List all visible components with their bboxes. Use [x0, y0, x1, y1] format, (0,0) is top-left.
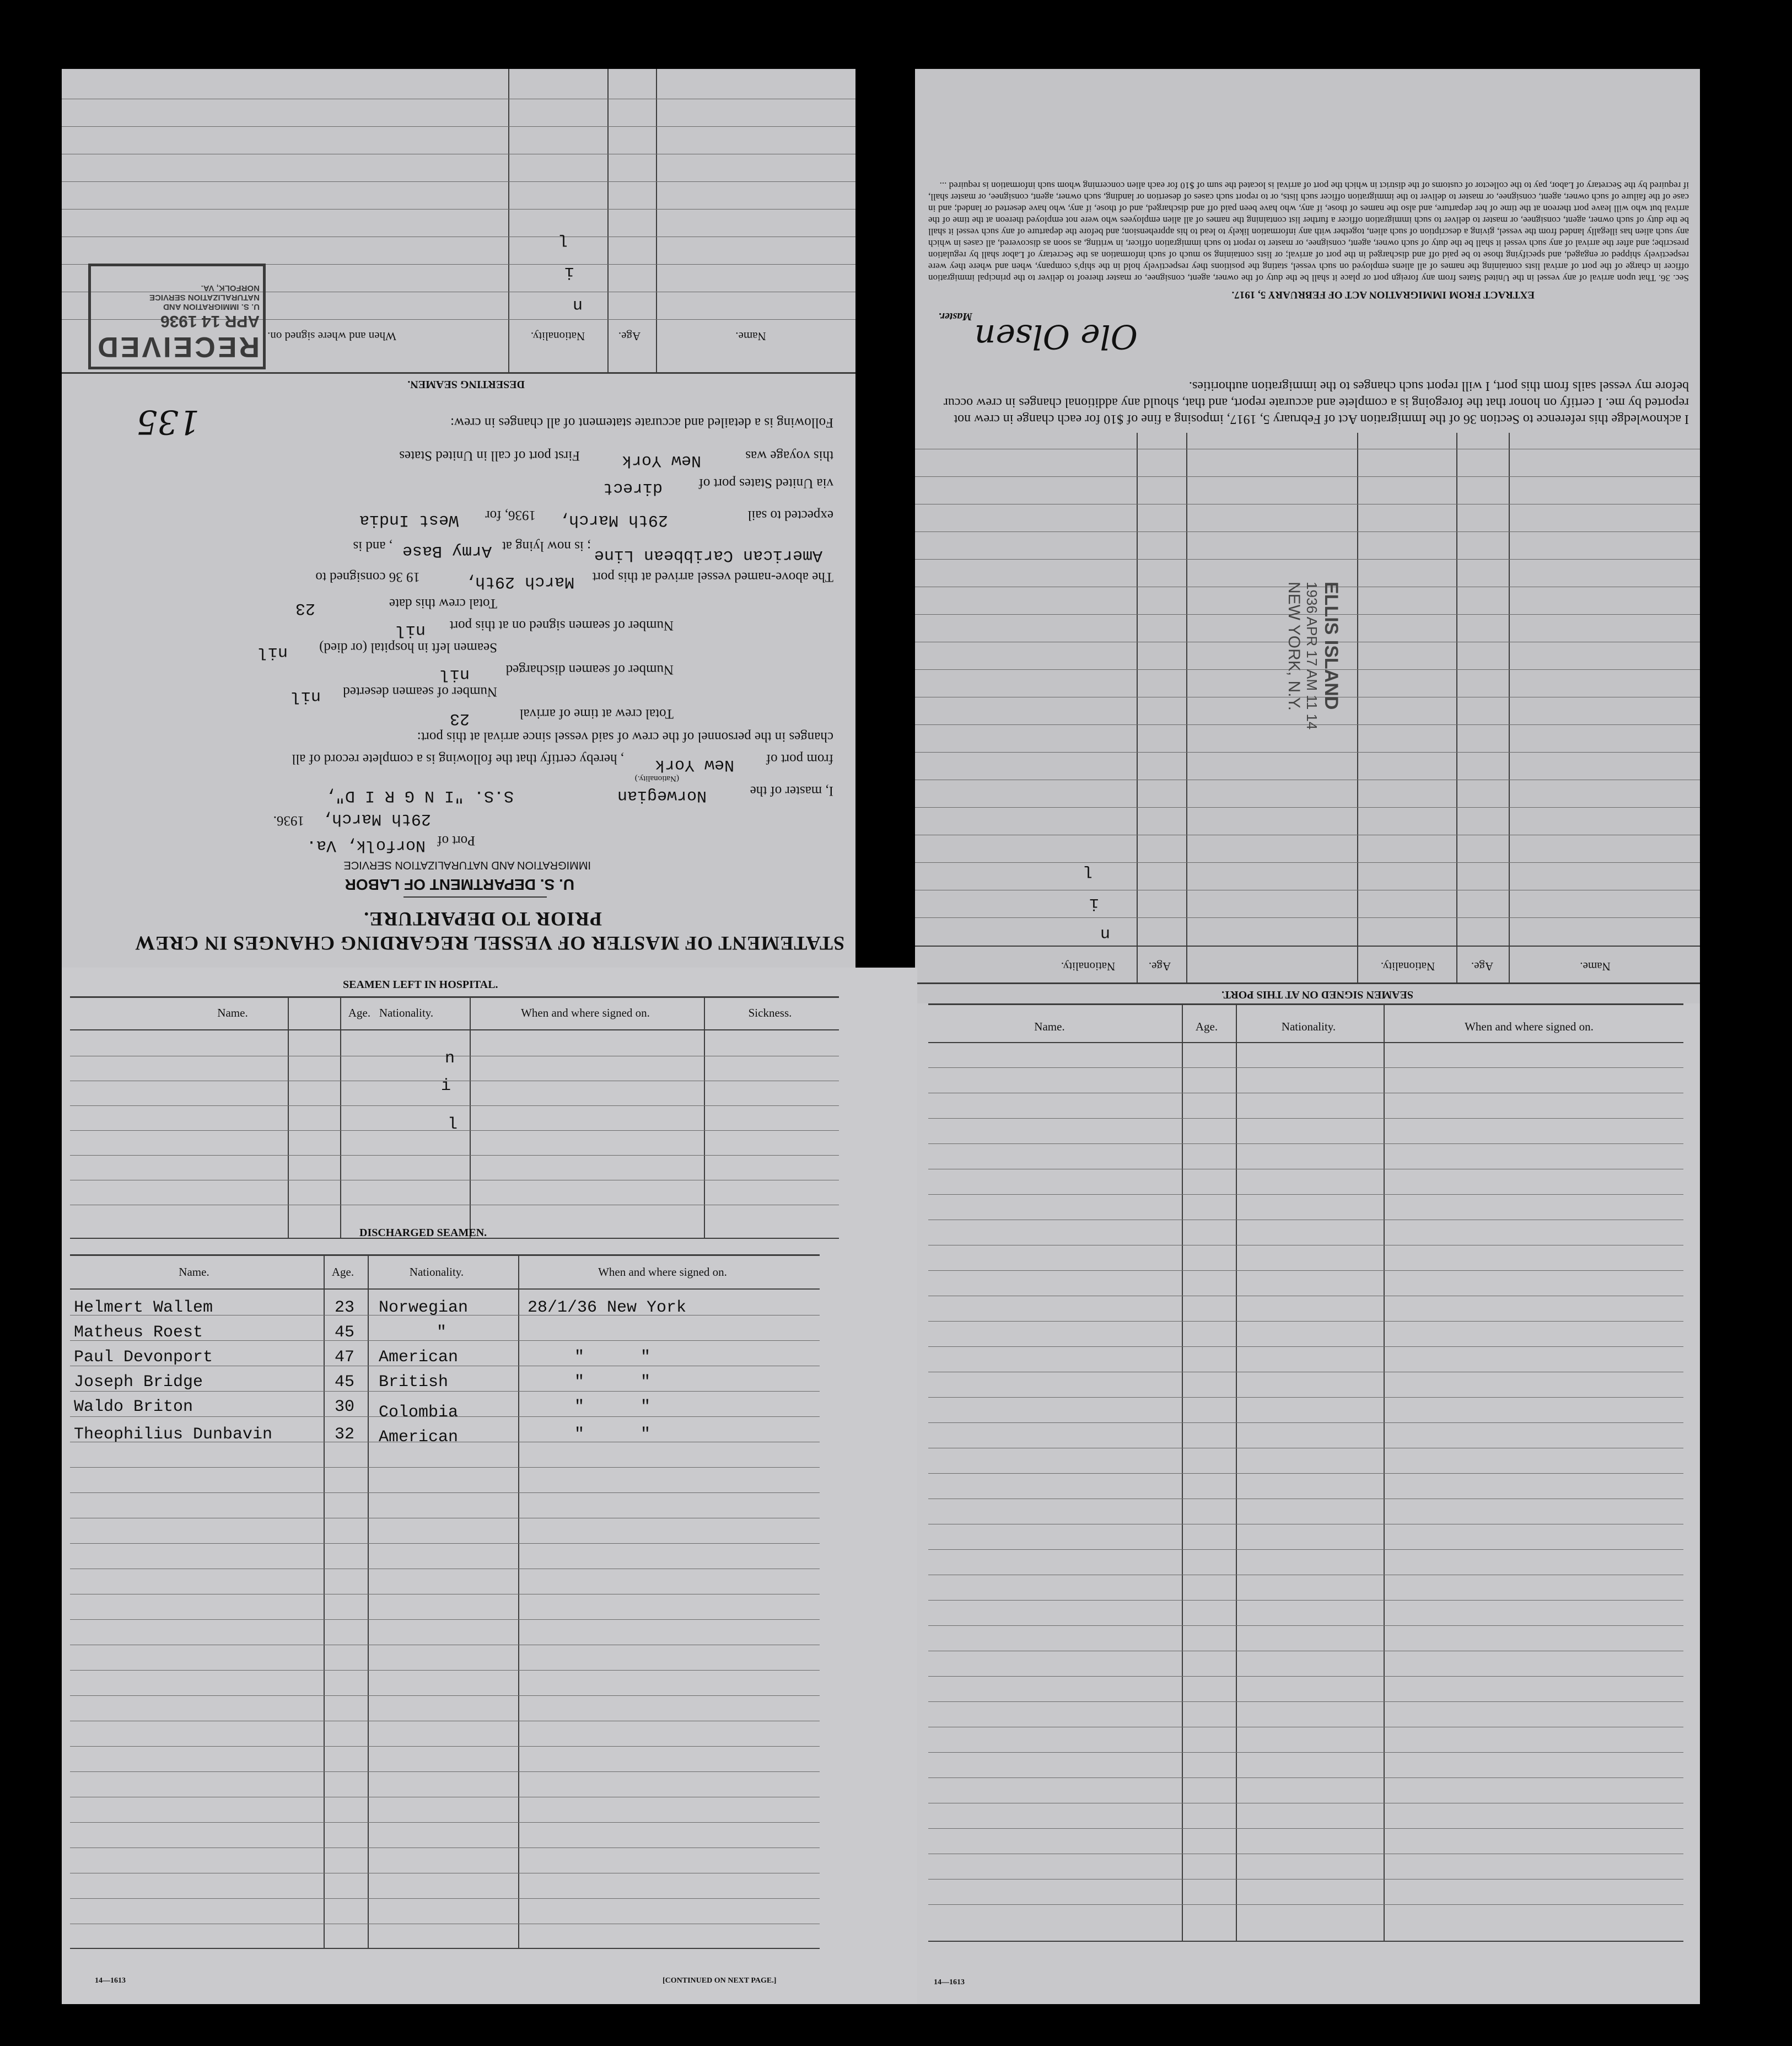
total-date-value: 23: [295, 599, 315, 617]
hospital-head-sickness: Sickness.: [748, 1006, 792, 1019]
deserting-col-1: [656, 69, 657, 374]
consignee: American Caribbean Line: [594, 546, 822, 565]
deserting-col-2: [607, 69, 609, 374]
first-port-label: First port of call in United States: [399, 448, 580, 463]
port-label: Port of: [437, 833, 475, 848]
hospital-title: SEAMEN LEFT IN HOSPITAL.: [343, 979, 498, 991]
discharged-row-5-name: Theophilius Dunbavin: [74, 1425, 273, 1444]
discharged-row-4-place: ": [641, 1398, 651, 1416]
upper-right-sheet: [915, 69, 1700, 1006]
received-stamp: [88, 264, 266, 369]
signed-on-right-head-name: Name.: [1034, 1020, 1065, 1033]
discharged-row-4-age: 30: [335, 1398, 355, 1416]
discharged-row-1-age: 45: [335, 1323, 355, 1342]
ellis-line3: NEW YORK, N.Y.: [1285, 582, 1303, 711]
signed-on-title: SEAMEN SIGNED ON AT THIS PORT.: [1221, 989, 1413, 1001]
nationality-caption: (Nationality.): [634, 774, 679, 783]
discharged-row-4-name: Waldo Briton: [74, 1398, 193, 1416]
port-value: Norfolk, Va.: [306, 836, 426, 855]
discharged-row-4-nationality: Colombia: [379, 1403, 459, 1422]
via-value: direct: [602, 479, 663, 497]
signed-on-head-age-2: Age.: [1148, 960, 1171, 973]
lower-left-sheet: [62, 968, 917, 2004]
signed-on-head-nationality-2: Nationality.: [1061, 960, 1116, 973]
acknowledge-text: I acknowledge this reference to Section 36 of the Immigration Act of February 5, 1917, imposing a fine of $10 for each change in crew not reported by me. I certify on honor that the foregoing is a complete and accurate report, and that, should any additional changes in crew occur before my vessel sails from this port, I will report such changes to the immigration authorities.: [943, 379, 1689, 426]
certify-text: , hereby certify that the following is a complete record of all: [292, 751, 624, 766]
hospital-head-nationality: Nationality.: [379, 1006, 434, 1019]
discharged-head-nationality: Nationality.: [409, 1265, 464, 1279]
discharged-head-name: Name.: [179, 1265, 209, 1279]
signed-on-right-head-age: Age.: [1195, 1020, 1218, 1033]
form-title: STATEMENT OF MASTER OF VESSEL REGARDING CHANGES IN CREW: [134, 932, 844, 954]
discharged-row-3-place: ": [641, 1373, 651, 1392]
discharged-row-5-age: 32: [335, 1425, 355, 1444]
expected-year: 1936, for: [485, 508, 536, 523]
form-subtitle: PRIOR TO DEPARTURE.: [363, 908, 602, 930]
via-label: via United States port of: [698, 476, 833, 491]
discharged-row-3-nationality: British: [379, 1373, 449, 1392]
total-date-label: Total crew this date: [389, 596, 497, 611]
extract-body: Sec. 36. That upon arrival of any vessel in the United States from any foreign port or place it shall be the duty of the owner, agent, consignee, or master thereof to deliver to the principal immigration officer in charge of the port of arrival lists containing the names of all aliens employed on such vessel, stating the positions they respectively hold in the ship's company, when and where they were respectively shipped or engaged, and specifying those to be paid off and discharged in the port of arrival; or lists containing so much of such information as the Secretary of Labor shall by regulation prescribe; and after the arrival of any such vessel it shall be the duty of such owner, agent, consignee, or master to report to such immigration officer, in writing, as soon as discovered, all cases in which any such alien has illegally landed from the vessel, giving a description of such alien, together with any information likely to lead to his apprehension; and before the departure of any such vessel it shall be the duty of such owner, agent, consignee, or master to deliver to such immigration officer a further list containing the names of all alien employees who were not employed thereon at the time of the arrival but who will leave port thereon at the time of her departure, and also the names of those, if any, who have been paid off and discharged, and of those, if any, who have deserted or landed; and in case of the failure of such owner, agent, consignee, or master to deliver to the immigration officer such lists, or to report such cases of desertion or landing, such owner, agent, consignee, or master shall, if required by the Secretary of Labor, pay to the collector of customs of the district in which the port of arrival is located the sum of $10 for each alien concerning whom such information is required ...: [928, 180, 1689, 283]
signed-on-head-nationality: Nationality.: [1380, 960, 1435, 973]
total-crew-label: Total crew at time of arrival: [519, 706, 674, 721]
hospital-mark-i: i: [441, 1077, 451, 1096]
expected-label: expected to sail: [747, 508, 833, 523]
master-signature: Ole Olsen: [974, 317, 1138, 356]
discharged-row-1-nationality: ": [437, 1323, 447, 1342]
signed-on-head-name: Name.: [1580, 960, 1611, 973]
arrived-year: 19 36 consigned to: [315, 570, 420, 584]
received-agency-2: NATURALIZATION SERVICE: [149, 293, 260, 302]
deserting-top-rule: [62, 372, 855, 374]
lying-label: ; is now lying at: [502, 539, 591, 554]
form-number-right: 14—1613: [934, 1978, 965, 1986]
total-crew-value: 23: [449, 709, 470, 728]
form-number: 14—1613: [95, 1977, 126, 1985]
signed-on-right-head-when: When and where signed on.: [1465, 1020, 1594, 1033]
received-date: APR 14 1936: [160, 312, 260, 330]
nationality-value: Norwegian: [617, 786, 707, 805]
department: U. S. DEPARTMENT OF LABOR: [345, 876, 574, 893]
discharged-row-0-date: 28/1/36 New York: [528, 1298, 687, 1317]
upper-left-sheet: [62, 69, 855, 970]
voyage-value: New York: [621, 451, 701, 470]
title-divider: [403, 896, 547, 898]
discharged-title: DISCHARGED SEAMEN.: [359, 1227, 487, 1239]
ellis-line1: ELLIS ISLAND: [1321, 582, 1342, 710]
continued-note: [CONTINUED ON NEXT PAGE.]: [663, 1977, 777, 1985]
expected-value: 29th March,: [558, 511, 668, 529]
received-agency-1: U. S. IMMIGRATION AND: [163, 302, 260, 312]
discharged-row-0-age: 23: [335, 1298, 355, 1317]
destination: West India: [359, 511, 459, 529]
extract-title: EXTRACT FROM IMMIGRATION ACT OF FEBRUARY 5, 1917.: [1231, 289, 1535, 300]
discharged-row-2-age: 47: [335, 1348, 355, 1367]
hospital-head-when: When and where signed on.: [521, 1006, 650, 1019]
deserting-mark-l: l: [558, 229, 569, 248]
master-prefix: I, master of the: [750, 783, 833, 798]
discharged-head-when: When and where signed on.: [598, 1265, 727, 1279]
signed-on-right-head-nationality: Nationality.: [1281, 1020, 1336, 1033]
discharged-row-2-date: ": [574, 1348, 585, 1367]
master-caption: Master.: [938, 310, 972, 323]
deserted-value: nil: [290, 687, 321, 706]
date-value: 29th March,: [321, 809, 431, 828]
deserting-mark-n: n: [572, 296, 583, 314]
discharged-row-2-name: Paul Devonport: [74, 1348, 213, 1367]
discharged-row-2-nationality: American: [379, 1348, 459, 1367]
lower-right-sheet: [917, 1003, 1700, 2004]
deserted-label: Number of seamen deserted: [343, 684, 497, 699]
deserting-col-3: [508, 69, 509, 374]
service: IMMIGRATION AND NATURALIZATION SERVICE: [343, 859, 591, 871]
received-word: RECEIVED: [95, 331, 260, 363]
deserting-mark-i: i: [564, 262, 574, 281]
discharged-row-0-name: Helmert Wallem: [74, 1298, 213, 1317]
signed-on-head-age: Age.: [1471, 960, 1494, 973]
discharged-head-age: Age.: [331, 1265, 354, 1279]
deserting-head-name: Name.: [735, 330, 766, 343]
handwritten-number: 135: [136, 402, 200, 441]
hospital-label: Seamen left in hospital (or died): [319, 640, 497, 655]
discharged-row-5-date: ": [574, 1425, 585, 1444]
discharged-value: nil: [439, 665, 470, 684]
deserting-head-age: Age.: [618, 330, 641, 343]
following-text: Following is a detailed and accurate statement of all changes in crew:: [450, 415, 833, 430]
discharged-row-3-age: 45: [335, 1373, 355, 1392]
deserting-head-nationality: Nationality.: [530, 330, 585, 343]
ellis-line2: 1936 APR 17 AM 11 14: [1304, 582, 1320, 730]
vessel-name: S.S. "I N G R I D",: [325, 786, 514, 805]
signed-on-mark-n: n: [1100, 924, 1110, 943]
signed-on-value: nil: [395, 621, 426, 640]
hospital-mark-n: n: [445, 1049, 455, 1068]
upper-left-rotated: [62, 69, 855, 970]
signed-on-mark-l: l: [1083, 861, 1094, 879]
upper-right-rotated: [915, 69, 1700, 1006]
and-is: , and is: [353, 539, 392, 554]
discharged-row-5-place: ": [641, 1425, 651, 1444]
discharged-row-1-name: Matheus Roest: [74, 1323, 203, 1342]
hospital-head-name: Name.: [217, 1006, 248, 1019]
ellis-island-stamp: [1231, 582, 1342, 747]
arrived-value: March 29th,: [465, 572, 574, 591]
discharged-row-0-nationality: Norwegian: [379, 1298, 469, 1317]
discharged-row-2-place: ": [641, 1348, 651, 1367]
voyage-label: this voyage was: [745, 448, 833, 463]
hospital-head-age: Age.: [348, 1006, 371, 1019]
discharged-row-3-name: Joseph Bridge: [74, 1373, 203, 1392]
arrived-label: The above-named vessel arrived at this port: [592, 570, 833, 584]
changes-text: changes in the personnel of the crew of said vessel since arrival at this port:: [417, 729, 833, 744]
received-agency-3: NORFOLK, VA.: [201, 283, 260, 293]
from-port-label: from port of: [766, 751, 833, 766]
hospital-value: nil: [257, 643, 288, 662]
date-year: 1936.: [273, 813, 304, 828]
deserting-head-when: When and where signed on.: [267, 330, 396, 343]
discharged-row-3-date: ": [574, 1373, 585, 1392]
discharged-label: Number of seamen discharged: [505, 662, 674, 677]
signed-on-mark-i: i: [1089, 894, 1099, 912]
signed-on-label: Number of seamen signed on at this port: [449, 618, 674, 633]
from-port-value: New York: [654, 755, 734, 774]
lying-value: Army Base: [402, 541, 492, 560]
discharged-row-4-date: ": [574, 1398, 585, 1416]
discharged-row-5-nationality: American: [379, 1428, 459, 1447]
hospital-mark-l: l: [448, 1115, 458, 1134]
deserting-title: DESERTING SEAMEN.: [407, 378, 525, 390]
